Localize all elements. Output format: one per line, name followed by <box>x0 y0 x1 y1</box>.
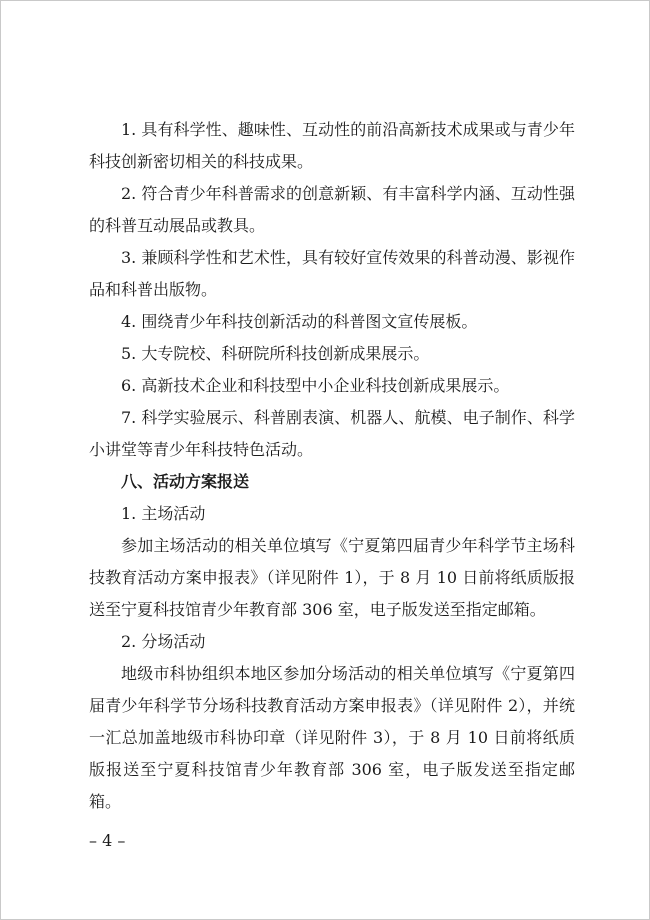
section-heading: 八、活动方案报送 <box>121 472 250 491</box>
subsection-title-main: 1. 主场活动 <box>121 504 206 523</box>
list-item-2: 2. 符合青少年科普需求的创意新颖、有丰富科学内涵、互动性强的科普互动展品或教具。 <box>89 184 575 235</box>
list-item-4: 4. 围绕青少年科技创新活动的科普图文宣传展板。 <box>121 312 478 331</box>
page-number: – 4 – <box>89 831 126 850</box>
paragraph-main-activity: 参加主场活动的相关单位填写《宁夏第四届青少年科学节主场科技教育活动方案申报表》（详见附件 1），于 8 月 10 日前将纸质版报送至宁夏科技馆青少年教育部 306 室，电子版发送至指定邮箱。 <box>89 536 575 619</box>
list-item-3: 3. 兼顾科学性和艺术性，具有较好宣传效果的科普动漫、影视作品和科普出版物。 <box>89 248 575 299</box>
list-item-6: 6. 高新技术企业和科技型中小企业科技创新成果展示。 <box>121 376 510 395</box>
paragraph-branch-activity: 地级市科协组织本地区参加分场活动的相关单位填写《宁夏第四届青少年科学节分场科技教育活动方案申报表》（详见附件 2），并统一汇总加盖地级市科协印章（详见附件 3），于 8 月 10 日前将纸质版报送至宁夏科技馆青少年教育部 306 室，电子版发送至指定邮箱。 <box>89 664 575 811</box>
list-item-1: 1. 具有科学性、趣味性、互动性的前沿高新技术成果或与青少年科技创新密切相关的科技成果。 <box>89 120 575 171</box>
document-body <box>89 114 575 818</box>
subsection-title-branch: 2. 分场活动 <box>121 632 206 651</box>
list-item-5: 5. 大专院校、科研院所科技创新成果展示。 <box>121 344 430 363</box>
list-item-7: 7. 科学实验展示、科普剧表演、机器人、航模、电子制作、科学小讲堂等青少年科技特色活动。 <box>89 408 575 459</box>
